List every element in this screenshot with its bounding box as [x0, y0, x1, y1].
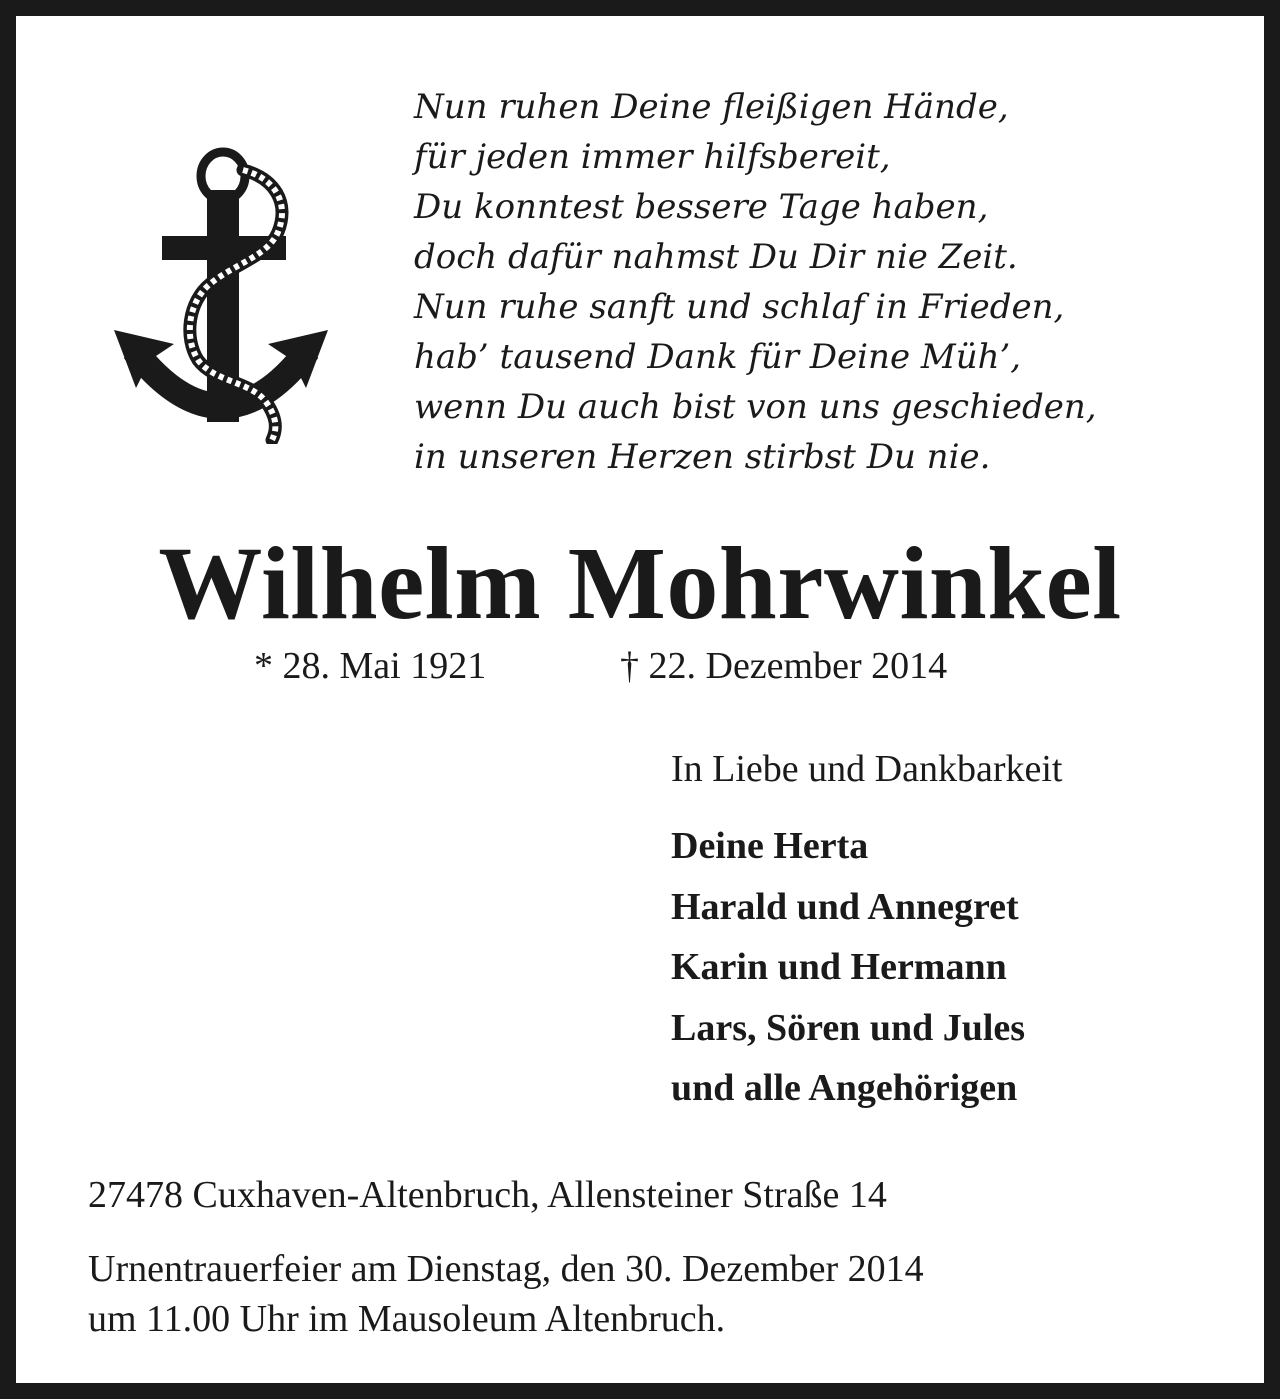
poem-line: hab’ tausend Dank für Deine Müh’,	[414, 337, 1022, 377]
poem-line: Du konntest bessere Tage haben,	[414, 187, 989, 227]
memorial-poem	[414, 82, 1234, 482]
ceremony-line: um 11.00 Uhr im Mausoleum Altenbruch.	[88, 1298, 726, 1340]
poem-line: Nun ruhe sanft und schlaf in Frieden,	[414, 287, 1065, 327]
ceremony-line: Urnentrauerfeier am Dienstag, den 30. Dezember 2014	[88, 1248, 924, 1290]
ceremony-info	[88, 1244, 924, 1344]
poem-line: doch dafür nahmst Du Dir nie Zeit.	[414, 237, 1018, 277]
mourner-name: Harald und Annegret	[671, 885, 1019, 928]
mourners-intro: In Liebe und Dankbarkeit	[671, 748, 1063, 790]
deceased-name: Wilhelm Mohrwinkel	[158, 526, 1122, 641]
mourner-name: und alle Angehörigen	[671, 1067, 1018, 1109]
mourner-name: Lars, Sören und Jules	[671, 1006, 1026, 1049]
birth-date: * 28. Mai 1921	[254, 645, 487, 687]
family-address: 27478 Cuxhaven-Altenbruch, Allensteiner Straße 14	[88, 1174, 887, 1216]
anchor-icon	[102, 124, 342, 444]
mourner-name: Deine Herta	[671, 825, 869, 867]
poem-line: wenn Du auch bist von uns geschieden,	[414, 387, 1097, 427]
mourners-block	[671, 744, 1251, 1119]
poem-line: für jeden immer hilfsbereit,	[414, 137, 891, 177]
poem-line: Nun ruhen Deine fleißigen Hände,	[414, 87, 1009, 127]
mourner-name: Karin und Hermann	[671, 946, 1007, 988]
death-date: † 22. Dezember 2014	[620, 645, 948, 687]
poem-line: in unseren Herzen stirbst Du nie.	[414, 437, 991, 477]
